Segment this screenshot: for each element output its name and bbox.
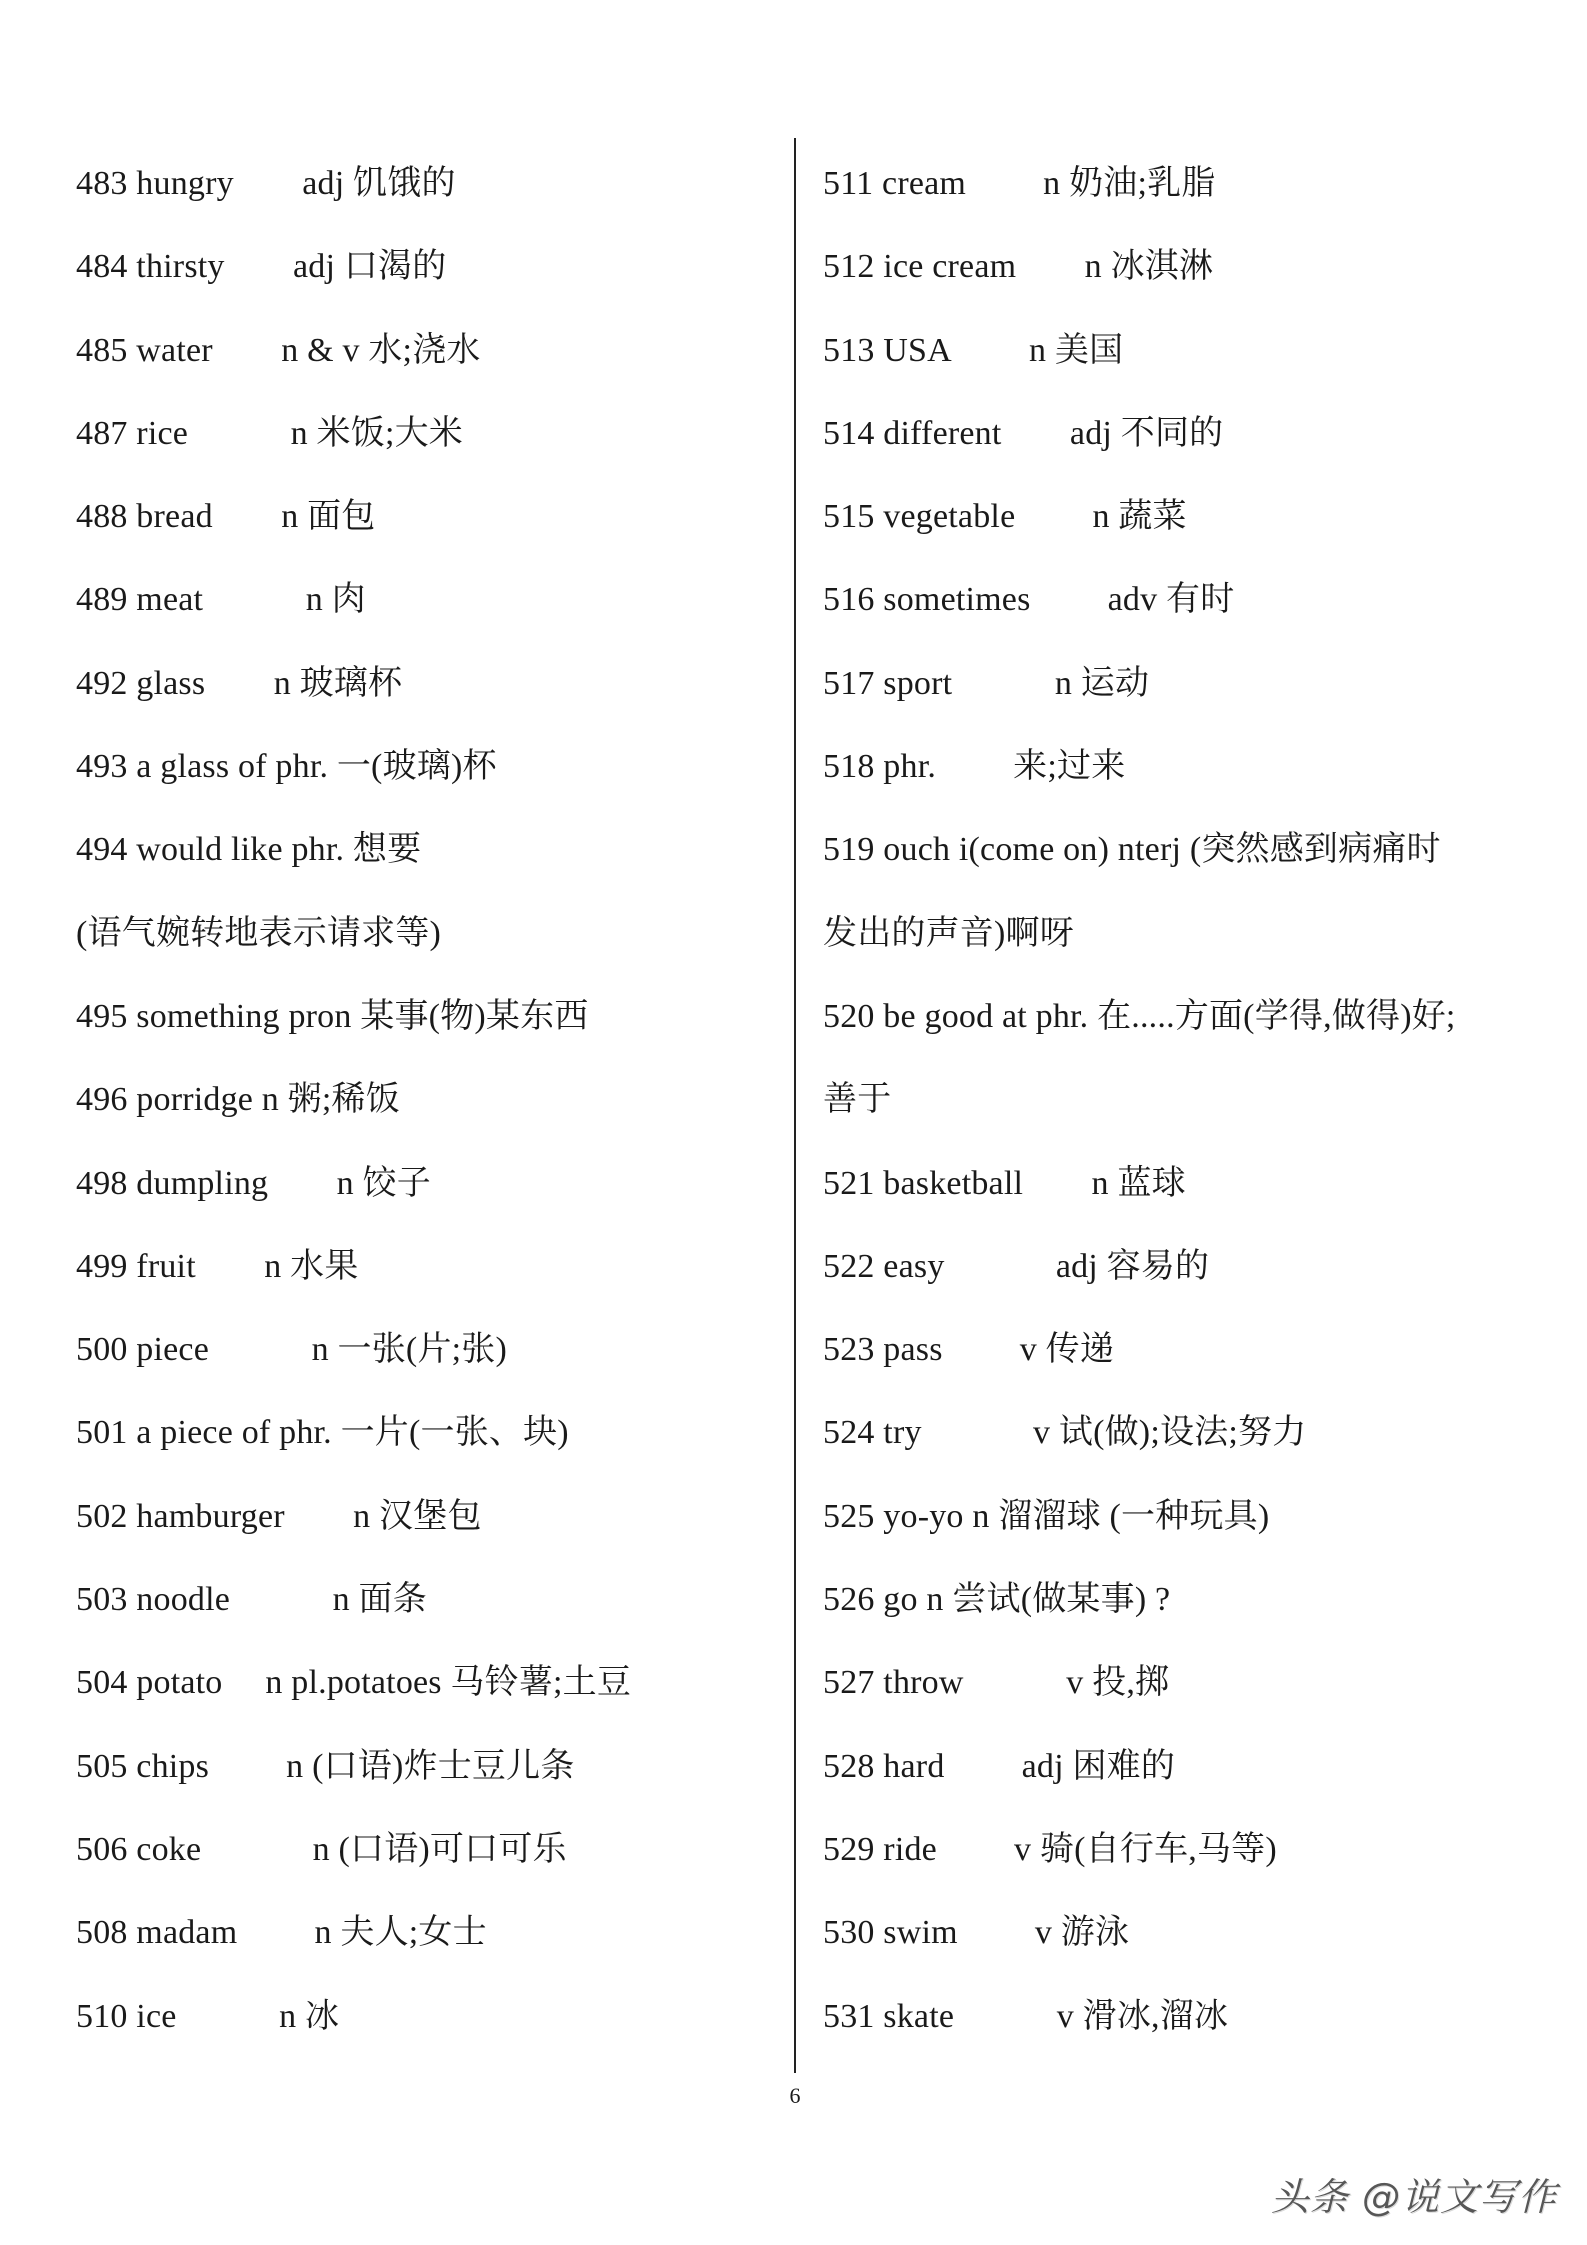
- vocab-entry: 498 dumpling n 饺子: [76, 1164, 431, 1202]
- vocab-entry: 513 USA n 美国: [823, 331, 1124, 369]
- vocab-entry: 506 coke n (口语)可口可乐: [76, 1830, 567, 1868]
- vocab-entry: 508 madam n 夫人;女士: [76, 1914, 487, 1952]
- vocab-entry: 527 throw v 投,掷: [823, 1664, 1170, 1702]
- vocab-entry: 522 easy adj 容易的: [823, 1247, 1210, 1285]
- vocab-entry: 494 would like phr. 想要: [76, 831, 422, 869]
- vocab-entry: 531 skate v 滑冰,溜冰: [823, 1997, 1229, 2035]
- vocab-entry: 501 a piece of phr. 一片(一张、块): [76, 1414, 569, 1452]
- vocab-entry: 530 swim v 游泳: [823, 1914, 1130, 1952]
- left-vocabulary-column: [76, 142, 776, 2058]
- vocab-entry: 520 be good at phr. 在.....方面(学得,做得)好;: [823, 997, 1456, 1035]
- column-divider: [794, 138, 796, 2073]
- vocab-entry: 487 rice n 米饭;大米: [76, 414, 463, 452]
- vocab-entry: 519 ouch i(come on) nterj (突然感到病痛时: [823, 831, 1441, 869]
- vocab-entry-continuation: 善于: [823, 1081, 892, 1119]
- vocab-entry: 489 meat n 肉: [76, 581, 366, 619]
- vocab-entry: 485 water n & v 水;浇水: [76, 331, 481, 369]
- vocab-entry: 518 phr. 来;过来: [823, 748, 1126, 786]
- vocab-entry: 500 piece n 一张(片;张): [76, 1331, 508, 1369]
- vocab-entry: 523 pass v 传递: [823, 1331, 1115, 1369]
- vocab-entry: 496 porridge n 粥;稀饭: [76, 1081, 400, 1119]
- vocab-entry: 483 hungry adj 饥饿的: [76, 165, 456, 202]
- vocab-entry-continuation: (语气婉转地表示请求等): [76, 914, 442, 952]
- vocab-entry: 488 bread n 面包: [76, 498, 376, 536]
- vocab-entry: 515 vegetable n 蔬菜: [823, 498, 1187, 536]
- vocab-entry-continuation: 发出的声音)啊呀: [823, 914, 1074, 952]
- vocab-entry: 528 hard adj 困难的: [823, 1747, 1176, 1785]
- vocab-entry: 492 glass n 玻璃杯: [76, 664, 403, 702]
- vocab-entry: 514 different adj 不同的: [823, 414, 1224, 452]
- vocab-entry: 510 ice n 冰: [76, 1997, 340, 2035]
- watermark: 头条 @说文写作: [1270, 2175, 1557, 2219]
- vocab-entry: 526 go n 尝试(做某事) ?: [823, 1581, 1171, 1619]
- vocab-entry: 503 noodle n 面条: [76, 1581, 427, 1619]
- page-number: 6: [789, 2083, 801, 2108]
- vocab-entry: 502 hamburger n 汉堡包: [76, 1497, 482, 1535]
- vocab-entry: 505 chips n (口语)炸士豆儿条: [76, 1747, 575, 1785]
- vocab-entry: 524 try v 试(做);设法;努力: [823, 1414, 1307, 1452]
- vocab-entry: 495 something pron 某事(物)某东西: [76, 997, 589, 1035]
- vocab-entry: 484 thirsty adj 口渴的: [76, 248, 447, 286]
- vocab-entry: 521 basketball n 蓝球: [823, 1164, 1186, 1202]
- right-vocabulary-column: [823, 142, 1553, 2058]
- vocab-entry: 529 ride v 骑(自行车,马等): [823, 1830, 1277, 1868]
- vocab-entry: 493 a glass of phr. 一(玻璃)杯: [76, 748, 497, 786]
- vocab-entry: 499 fruit n 水果: [76, 1247, 359, 1285]
- vocab-entry: 512 ice cream n 冰淇淋: [823, 248, 1214, 286]
- vocab-entry: 516 sometimes adv 有时: [823, 581, 1235, 619]
- vocab-entry: 504 potato n pl.potatoes 马铃薯;土豆: [76, 1664, 632, 1702]
- vocab-entry: 525 yo-yo n 溜溜球 (一种玩具): [823, 1497, 1270, 1535]
- vocab-entry: 511 cream n 奶油;乳脂: [823, 165, 1216, 202]
- vocab-entry: 517 sport n 运动: [823, 664, 1150, 702]
